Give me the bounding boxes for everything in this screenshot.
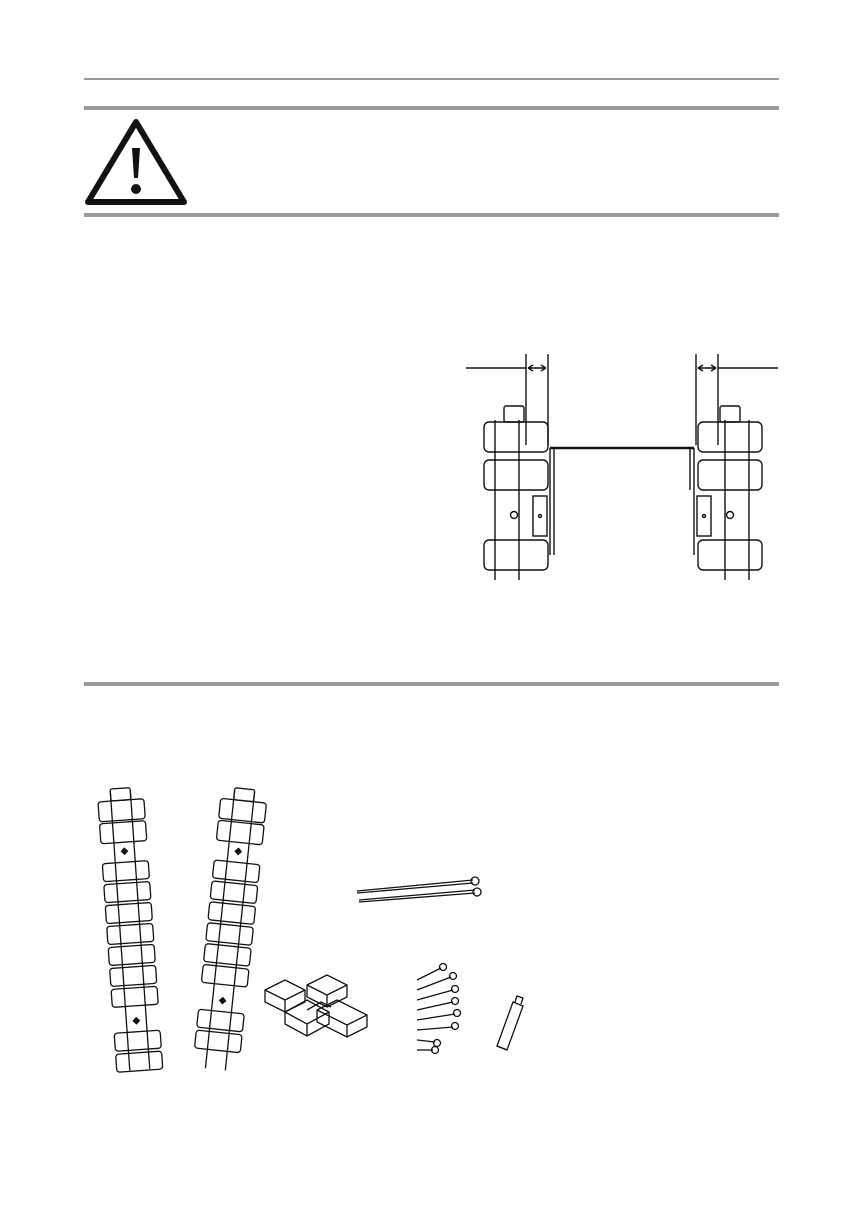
short-screw-icon bbox=[417, 964, 461, 1054]
long-screw-icon bbox=[357, 877, 481, 902]
parts-illustration bbox=[95, 780, 535, 1080]
warning-box-bottom-rule bbox=[84, 213, 779, 217]
spacer-strip-icon bbox=[97, 787, 163, 1073]
glue-tube-icon bbox=[497, 996, 523, 1050]
warning-triangle-icon bbox=[84, 118, 188, 208]
parts-section-rule bbox=[84, 682, 779, 686]
warning-box bbox=[84, 110, 779, 214]
header-rule bbox=[84, 78, 779, 80]
spacer-strip-icon bbox=[192, 786, 267, 1071]
spacer-clearance-diagram bbox=[462, 350, 782, 580]
spacer-block-icon bbox=[265, 975, 367, 1037]
